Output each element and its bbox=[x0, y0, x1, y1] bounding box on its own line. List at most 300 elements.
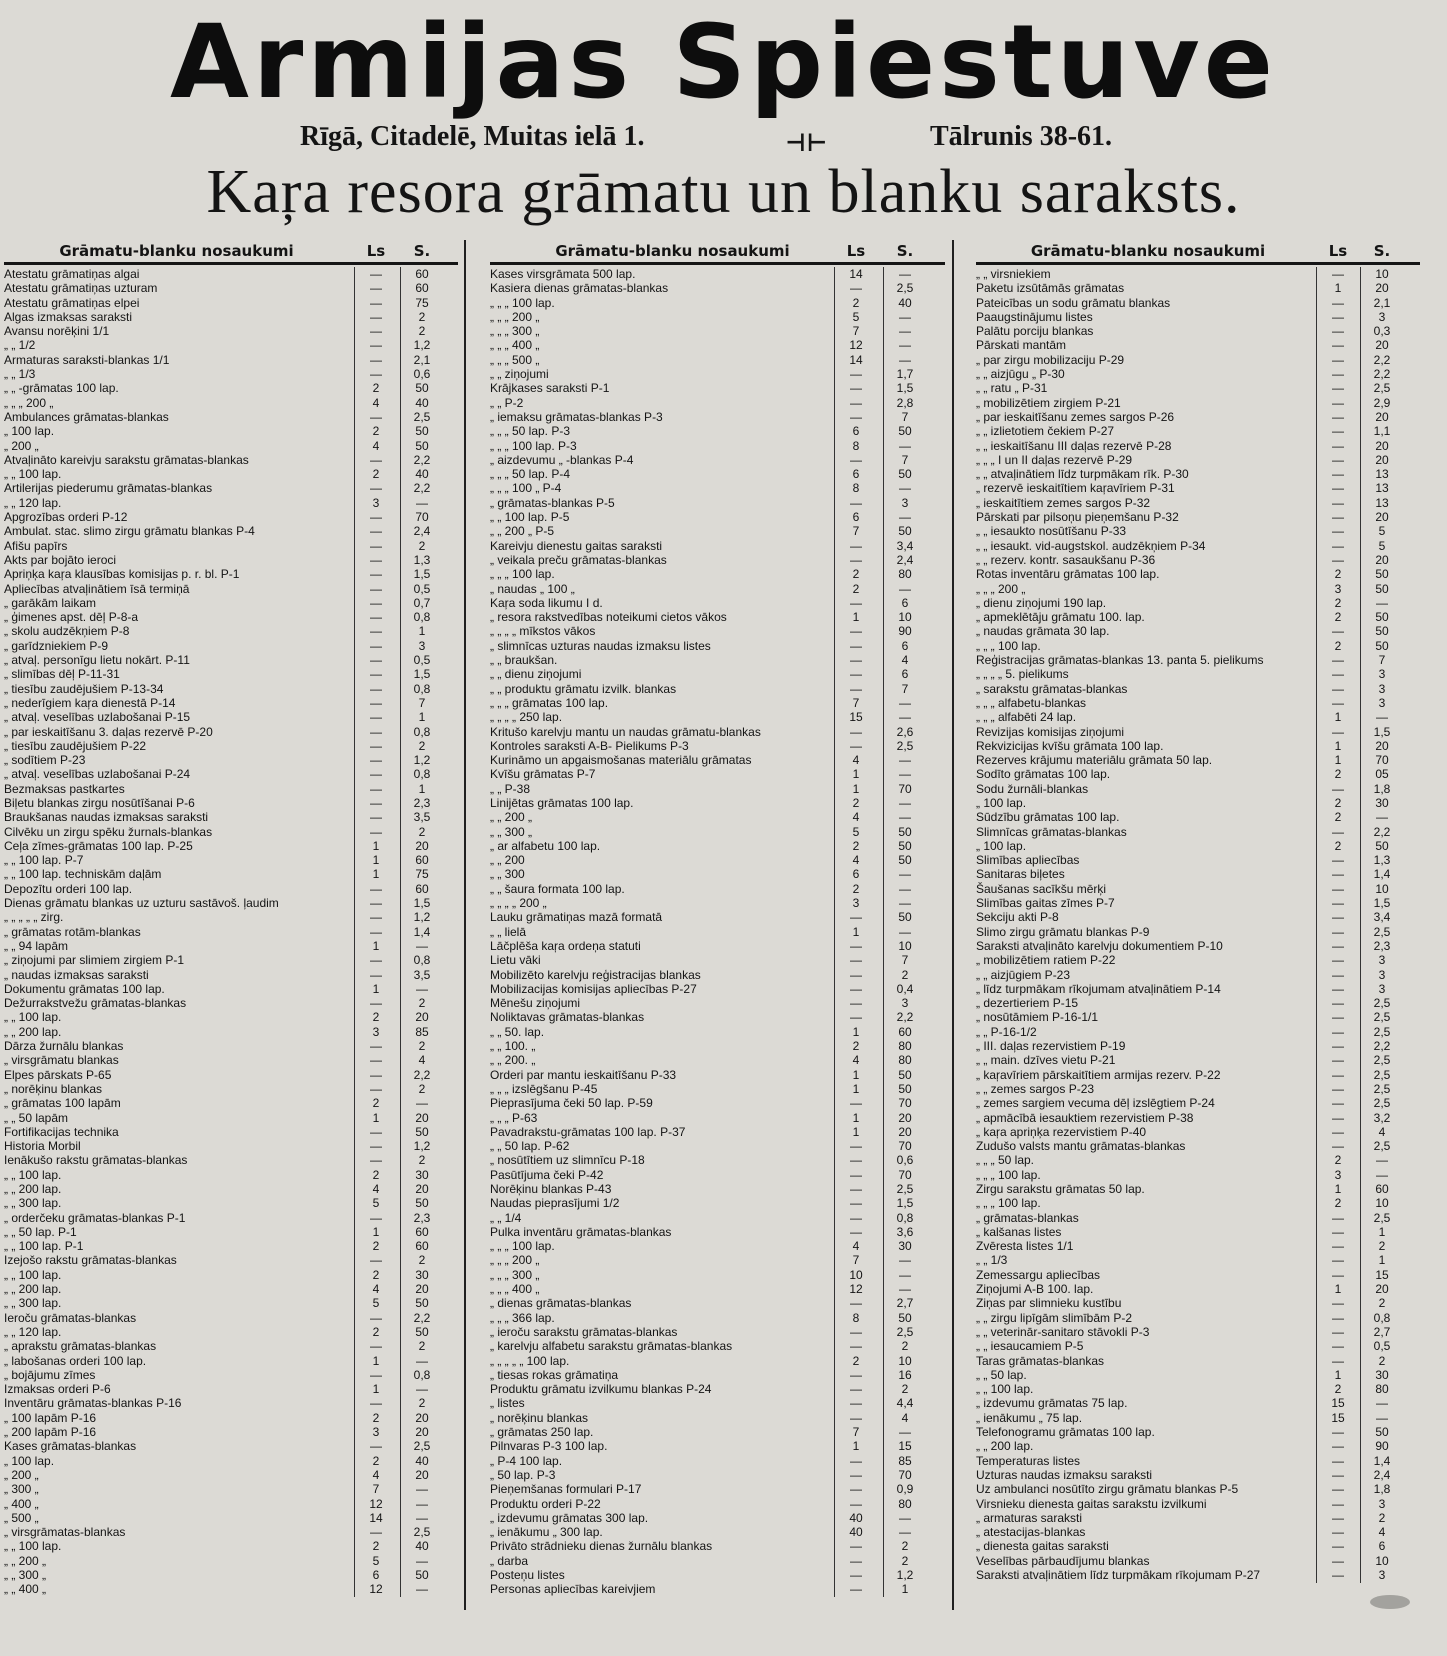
price-lats: — bbox=[1332, 1096, 1344, 1111]
price-lats: — bbox=[370, 910, 382, 925]
price-lats: — bbox=[850, 367, 862, 382]
price-row bbox=[4, 953, 458, 967]
item-name: Rezerves krājumu materiālu grāmata 50 lap. bbox=[976, 753, 1213, 768]
item-name: Cilvēku un zirgu spēku žurnals-blankas bbox=[4, 824, 213, 839]
price-lats: 2 bbox=[372, 1239, 380, 1254]
price-lats: — bbox=[1332, 853, 1344, 868]
item-name: „ „ „ 50 lap. bbox=[976, 1153, 1035, 1168]
price-santims: — bbox=[899, 309, 911, 324]
price-lats: 2 bbox=[372, 1410, 380, 1425]
price-lats: 4 bbox=[852, 1053, 860, 1068]
item-name: „ izdevumu grāmatas 300 lap. bbox=[490, 1510, 649, 1525]
price-santims: 80 bbox=[898, 1039, 912, 1054]
price-lats: 3 bbox=[852, 896, 860, 911]
item-name: „ zemes sargiem vecuma dēļ izslēgtiem P-24 bbox=[976, 1096, 1215, 1111]
price-lats: — bbox=[370, 610, 382, 625]
price-row bbox=[4, 1168, 458, 1182]
price-santims: 3 bbox=[1378, 309, 1386, 324]
price-santims: 30 bbox=[1375, 1367, 1389, 1382]
price-lats: 2 bbox=[1334, 1153, 1342, 1168]
price-lats: — bbox=[850, 1224, 862, 1239]
item-name: „ „ „ 366 lap. bbox=[490, 1310, 555, 1325]
item-name: Pateicības un sodu grāmatu blankas bbox=[976, 295, 1171, 310]
item-name: Ceļa zīmes-grāmatas 100 lap. P-25 bbox=[4, 838, 193, 853]
price-santims: 2,5 bbox=[1373, 924, 1391, 939]
item-name: Zvēresta listes 1/1 bbox=[976, 1239, 1074, 1254]
item-name: „ „ 1/2 bbox=[4, 338, 36, 353]
price-row bbox=[976, 1525, 1420, 1539]
price-row bbox=[490, 353, 945, 367]
price-lats: 2 bbox=[372, 1010, 380, 1025]
item-name: Mēnešu ziņojumi bbox=[490, 996, 581, 1011]
price-santims: 70 bbox=[898, 781, 912, 796]
price-lats: — bbox=[1332, 309, 1344, 324]
price-row bbox=[976, 667, 1420, 681]
price-lats: — bbox=[370, 352, 382, 367]
item-name: Kases grāmatas-blankas bbox=[4, 1439, 137, 1454]
price-row bbox=[4, 825, 458, 839]
price-lats: — bbox=[370, 924, 382, 939]
price-lats: — bbox=[1332, 1439, 1344, 1454]
price-row bbox=[976, 968, 1420, 982]
item-name: Telefonogramu grāmatas 100 lap. bbox=[976, 1425, 1155, 1440]
price-lats: 1 bbox=[852, 924, 860, 939]
item-name: „ „ 200 „ bbox=[4, 1553, 47, 1568]
price-lats: — bbox=[850, 996, 862, 1011]
item-name: „ „ 100 lap. techniskām daļām bbox=[4, 867, 162, 882]
price-lats: 6 bbox=[852, 467, 860, 482]
price-lats: — bbox=[1332, 981, 1344, 996]
price-santims: — bbox=[899, 438, 911, 453]
price-santims: 70 bbox=[898, 1096, 912, 1111]
price-row bbox=[4, 1368, 458, 1382]
price-lats: 12 bbox=[849, 1282, 863, 1297]
price-row bbox=[4, 453, 458, 467]
price-row bbox=[490, 1568, 945, 1582]
price-santims: 2,9 bbox=[1373, 395, 1391, 410]
price-lats: — bbox=[1332, 953, 1344, 968]
item-name: Sodīto grāmatas 100 lap. bbox=[976, 767, 1111, 782]
price-santims: 16 bbox=[898, 1367, 912, 1382]
price-row bbox=[976, 739, 1420, 753]
price-santims: 1,1 bbox=[1373, 424, 1391, 439]
item-name: „ „ ziņojumi bbox=[490, 367, 549, 382]
price-row bbox=[4, 696, 458, 710]
item-name: „ „ 120 lap. bbox=[4, 1324, 62, 1339]
price-santims: 50 bbox=[415, 1124, 429, 1139]
price-santims: — bbox=[1376, 1153, 1388, 1168]
item-name: „ norēķinu blankas bbox=[490, 1410, 589, 1425]
item-name: Uzturas naudas izmaksu saraksti bbox=[976, 1467, 1153, 1482]
price-lats: — bbox=[850, 724, 862, 739]
price-santims: 30 bbox=[1375, 795, 1389, 810]
item-name: „ „ lielā bbox=[490, 924, 527, 939]
price-lats: — bbox=[1332, 1067, 1344, 1082]
price-row bbox=[490, 1268, 945, 1282]
phone-number: Tālrunis 38-61. bbox=[930, 121, 1113, 152]
price-lats: — bbox=[1332, 524, 1344, 539]
price-lats: — bbox=[1332, 552, 1344, 567]
item-name: Mobilizacijas komisijas apliecības P-27 bbox=[490, 981, 697, 996]
price-lats: — bbox=[1332, 267, 1344, 281]
item-name: „ „ „ 50 lap. P-3 bbox=[490, 424, 571, 439]
price-lats: — bbox=[370, 753, 382, 768]
price-lats: — bbox=[370, 1525, 382, 1540]
price-row bbox=[976, 267, 1420, 281]
item-name: „ mobilizētiem ratiem P-22 bbox=[976, 953, 1116, 968]
item-name: „ nosūtāmiem P-16-1/1 bbox=[976, 1010, 1099, 1025]
price-lats: — bbox=[850, 1367, 862, 1382]
item-name: Inventāru grāmatas-blankas P-16 bbox=[4, 1396, 182, 1411]
price-row bbox=[4, 439, 458, 453]
item-name: „ apmācībā iesauktiem rezervistiem P-38 bbox=[976, 1110, 1194, 1125]
price-santims: — bbox=[416, 495, 428, 510]
price-row bbox=[490, 624, 945, 638]
price-lats: — bbox=[370, 896, 382, 911]
price-lats: — bbox=[850, 395, 862, 410]
price-santims: 40 bbox=[415, 1539, 429, 1554]
item-name: Braukšanas naudas izmaksas saraksti bbox=[4, 810, 209, 825]
item-name: Veselības pārbaudījumu blankas bbox=[976, 1553, 1150, 1568]
price-santims: 2 bbox=[901, 1553, 909, 1568]
price-santims: 2 bbox=[901, 967, 909, 982]
price-lats: 14 bbox=[849, 352, 863, 367]
price-row bbox=[4, 1053, 458, 1067]
price-santims: 50 bbox=[1375, 610, 1389, 625]
price-lats: — bbox=[1332, 996, 1344, 1011]
price-lats: 2 bbox=[1334, 795, 1342, 810]
price-row bbox=[4, 867, 458, 881]
item-name: Pulka inventāru grāmatas-blankas bbox=[490, 1224, 672, 1239]
price-santims: 70 bbox=[898, 1167, 912, 1182]
price-row bbox=[490, 1211, 945, 1225]
item-name: „ „ -grāmatas 100 lap. bbox=[4, 381, 119, 396]
price-lats: — bbox=[370, 738, 382, 753]
item-name: „ „ 300 lap. bbox=[4, 1196, 62, 1211]
price-row bbox=[4, 739, 458, 753]
item-name: „ „ „ 300 „ bbox=[490, 324, 540, 339]
price-lats: 2 bbox=[372, 467, 380, 482]
item-name: Posteņu listes bbox=[490, 1568, 565, 1583]
item-name: „ „ virsniekiem bbox=[976, 267, 1051, 281]
item-name: „ „ main. dzīves vietu P-21 bbox=[976, 1053, 1116, 1068]
item-name: „ izdevumu grāmatas 75 lap. bbox=[976, 1396, 1128, 1411]
item-name: Virsnieku dienesta gaitas sarakstu izvilkumi bbox=[976, 1496, 1207, 1511]
price-santims: 2 bbox=[418, 324, 426, 339]
price-santims: 3 bbox=[1378, 695, 1386, 710]
price-santims: 6 bbox=[901, 667, 909, 682]
price-lats: — bbox=[370, 1367, 382, 1382]
item-name: „ „ 300 „ bbox=[4, 1568, 47, 1583]
price-santims: 20 bbox=[415, 1182, 429, 1196]
price-row bbox=[4, 281, 458, 295]
price-row bbox=[490, 1425, 945, 1439]
price-santims: 4 bbox=[1378, 1124, 1386, 1139]
price-lats: — bbox=[850, 953, 862, 968]
price-santims: — bbox=[899, 810, 911, 825]
price-santims: 2 bbox=[901, 1339, 909, 1354]
price-lats: — bbox=[1332, 896, 1344, 911]
price-row bbox=[490, 1168, 945, 1182]
price-row bbox=[490, 582, 945, 596]
price-lats: 1 bbox=[852, 1110, 860, 1125]
price-row bbox=[976, 1539, 1420, 1553]
price-row bbox=[976, 553, 1420, 567]
price-lats: 2 bbox=[852, 838, 860, 853]
price-row bbox=[490, 867, 945, 881]
price-row bbox=[4, 624, 458, 638]
price-lats: — bbox=[1332, 824, 1344, 839]
item-name: „ „ 100 lap. bbox=[976, 1382, 1034, 1397]
item-name: „ aizdevumu „ -blankas P-4 bbox=[490, 452, 634, 467]
price-row bbox=[490, 1068, 945, 1082]
price-santims: 3,6 bbox=[896, 1224, 914, 1239]
item-name: „ tiesību zaudējušiem P-22 bbox=[4, 738, 147, 753]
price-santims: 2,5 bbox=[896, 1324, 914, 1339]
item-name: „ dienesta gaitas saraksti bbox=[976, 1539, 1109, 1554]
price-row bbox=[490, 296, 945, 310]
price-santims: 50 bbox=[1375, 624, 1389, 639]
price-row bbox=[976, 796, 1420, 810]
price-lats: — bbox=[1332, 1324, 1344, 1339]
price-row bbox=[976, 1082, 1420, 1096]
price-row bbox=[4, 510, 458, 524]
item-name: „ „ „ 200 „ bbox=[976, 581, 1026, 596]
price-row bbox=[4, 496, 458, 510]
price-lats: — bbox=[850, 281, 862, 296]
price-lats: 4 bbox=[852, 753, 860, 768]
item-name: „ „ 50 lap. P-1 bbox=[4, 1224, 77, 1239]
price-lats: — bbox=[370, 295, 382, 310]
price-santims: 20 bbox=[1375, 452, 1389, 467]
price-lats: — bbox=[1332, 295, 1344, 310]
price-row bbox=[976, 539, 1420, 553]
price-lats: 1 bbox=[852, 1439, 860, 1454]
price-lats: — bbox=[1332, 1525, 1344, 1540]
price-row bbox=[976, 853, 1420, 867]
price-lats: — bbox=[370, 1124, 382, 1139]
price-santims: 0,5 bbox=[413, 581, 431, 596]
price-lats: 3 bbox=[1334, 1167, 1342, 1182]
item-name: „ „ rezerv. kontr. sasaukšanu P-36 bbox=[976, 552, 1156, 567]
header-ls: Ls bbox=[366, 242, 386, 260]
price-row bbox=[490, 896, 945, 910]
price-santims: 20 bbox=[1375, 338, 1389, 353]
price-row bbox=[976, 639, 1420, 653]
price-lats: — bbox=[850, 1496, 862, 1511]
price-santims: 0,8 bbox=[413, 1367, 431, 1382]
price-lats: 3 bbox=[372, 495, 380, 510]
price-santims: 2 bbox=[418, 1153, 426, 1168]
price-santims: 2,3 bbox=[413, 795, 431, 810]
price-row bbox=[4, 1439, 458, 1453]
price-santims: 1,7 bbox=[896, 367, 914, 382]
column-divider bbox=[952, 240, 954, 1610]
price-lats: — bbox=[1332, 352, 1344, 367]
item-name: „ „ „ 300 „ bbox=[490, 1267, 540, 1282]
price-row bbox=[490, 281, 945, 295]
price-santims: 50 bbox=[415, 1324, 429, 1339]
item-name: „ 300 „ bbox=[4, 1482, 39, 1497]
item-name: „ „ „ 200 „ bbox=[4, 395, 54, 410]
price-row bbox=[4, 982, 458, 996]
price-row bbox=[976, 1439, 1420, 1453]
price-row bbox=[976, 839, 1420, 853]
price-santims: 1 bbox=[418, 781, 426, 796]
price-lats: 5 bbox=[372, 1553, 380, 1568]
price-row bbox=[976, 481, 1420, 495]
price-santims: 2 bbox=[901, 1539, 909, 1554]
price-row bbox=[976, 1010, 1420, 1024]
item-name: „ „ braukšan. bbox=[490, 653, 558, 668]
price-lats: — bbox=[1332, 1053, 1344, 1068]
item-name: „ grāmatas 100 lapām bbox=[4, 1096, 121, 1111]
price-santims: 50 bbox=[1375, 581, 1389, 596]
price-santims: 50 bbox=[1375, 567, 1389, 582]
price-row bbox=[490, 324, 945, 338]
price-row bbox=[976, 1053, 1420, 1067]
item-name: Apliecības atvaļinātiem īsā termiņā bbox=[4, 581, 190, 596]
price-santims: 0,8 bbox=[413, 724, 431, 739]
price-santims: 4 bbox=[418, 1053, 426, 1068]
price-santims: 50 bbox=[415, 438, 429, 453]
price-santims: — bbox=[899, 767, 911, 782]
price-row bbox=[490, 553, 945, 567]
price-santims: 6 bbox=[1378, 1539, 1386, 1554]
price-lats: — bbox=[1332, 1039, 1344, 1054]
price-lats: 8 bbox=[852, 481, 860, 496]
price-santims: — bbox=[1376, 710, 1388, 725]
price-row bbox=[4, 710, 458, 724]
item-name: „ 200 „ bbox=[4, 1467, 39, 1482]
price-lats: — bbox=[370, 824, 382, 839]
price-row bbox=[4, 682, 458, 696]
price-row bbox=[490, 1153, 945, 1167]
item-name: Revizijas komisijas ziņojumi bbox=[976, 724, 1125, 739]
price-row bbox=[976, 510, 1420, 524]
price-santims: 50 bbox=[898, 1310, 912, 1325]
price-lats: 2 bbox=[852, 795, 860, 810]
price-santims: 2,3 bbox=[413, 1210, 431, 1225]
price-santims: 3 bbox=[1378, 667, 1386, 682]
item-name: „ „ „ P-63 bbox=[490, 1110, 538, 1125]
header-ls: Ls bbox=[846, 242, 866, 260]
price-lats: 2 bbox=[1334, 1196, 1342, 1211]
price-row bbox=[976, 1039, 1420, 1053]
price-lats: 1 bbox=[1334, 281, 1342, 296]
item-name: „ līdz turpmākam rīkojumam atvaļinātiem P-14 bbox=[976, 981, 1221, 996]
price-row bbox=[976, 1311, 1420, 1325]
item-name: „ ienākumu „ 300 lap. bbox=[490, 1525, 603, 1540]
price-santims: 13 bbox=[1375, 481, 1389, 496]
item-name: „ kaŗa apriņķa rezervistiem P-40 bbox=[976, 1124, 1147, 1139]
item-name: „ ar alfabetu 100 lap. bbox=[490, 838, 601, 853]
price-lats: 8 bbox=[852, 438, 860, 453]
price-row bbox=[976, 1068, 1420, 1082]
price-row bbox=[4, 596, 458, 610]
price-santims: 50 bbox=[415, 381, 429, 396]
price-santims: 60 bbox=[415, 881, 429, 896]
price-lats: — bbox=[850, 1410, 862, 1425]
price-lats: — bbox=[370, 552, 382, 567]
price-row bbox=[490, 1411, 945, 1425]
price-santims: 2,3 bbox=[1373, 938, 1391, 953]
price-lats: — bbox=[1332, 367, 1344, 382]
price-santims: 7 bbox=[901, 681, 909, 696]
price-row bbox=[490, 1139, 945, 1153]
price-santims: 80 bbox=[898, 1496, 912, 1511]
price-santims: 2,2 bbox=[896, 1010, 914, 1025]
price-santims: 2,5 bbox=[413, 409, 431, 424]
item-name: „ „ veterinār-sanitaro stāvokli P-3 bbox=[976, 1324, 1150, 1339]
price-santims: 60 bbox=[415, 1239, 429, 1254]
price-santims: 2,1 bbox=[1373, 295, 1391, 310]
price-lats: 15 bbox=[849, 710, 863, 725]
price-santims: 2,5 bbox=[1373, 996, 1391, 1011]
item-name: „ „ „ „ mīkstos vākos bbox=[490, 624, 596, 639]
price-row bbox=[976, 310, 1420, 324]
price-lats: — bbox=[370, 681, 382, 696]
price-santims: 10 bbox=[898, 610, 912, 625]
item-name: „ veikala preču grāmatas-blankas bbox=[490, 552, 667, 567]
price-row bbox=[4, 1025, 458, 1039]
price-row bbox=[490, 853, 945, 867]
price-lats: 40 bbox=[849, 1525, 863, 1540]
item-name: „ „ 400 „ bbox=[4, 1582, 47, 1597]
price-santims: 20 bbox=[1375, 409, 1389, 424]
price-santims: 40 bbox=[415, 395, 429, 410]
price-lats: — bbox=[370, 781, 382, 796]
price-row bbox=[4, 996, 458, 1010]
item-name: Kases virsgrāmata 500 lap. bbox=[490, 267, 636, 281]
list-title: Kaŗa resora grāmatu un blanku saraksts. bbox=[206, 158, 1241, 226]
price-row bbox=[490, 939, 945, 953]
item-name: „ 100 lap. bbox=[976, 795, 1027, 810]
price-lats: 10 bbox=[849, 1267, 863, 1282]
price-lats: — bbox=[1332, 1253, 1344, 1268]
item-name: „ nosūtītiem uz slimnīcu P-18 bbox=[490, 1153, 645, 1168]
price-santims: 3,5 bbox=[413, 810, 431, 825]
item-name: „ „ „ „ 250 lap. bbox=[490, 710, 563, 725]
price-lats: — bbox=[1332, 495, 1344, 510]
price-santims: 60 bbox=[415, 281, 429, 296]
price-lats: — bbox=[370, 1310, 382, 1325]
price-santims: — bbox=[899, 510, 911, 525]
price-santims: 7 bbox=[901, 409, 909, 424]
price-santims: 15 bbox=[1375, 1267, 1389, 1282]
price-row bbox=[490, 796, 945, 810]
price-row bbox=[976, 825, 1420, 839]
item-name: „ 200 „ bbox=[4, 438, 39, 453]
price-santims: 50 bbox=[898, 853, 912, 868]
price-lats: 1 bbox=[852, 781, 860, 796]
price-santims: 0,4 bbox=[896, 981, 914, 996]
price-row bbox=[4, 1211, 458, 1225]
item-name: „ iemaksu grāmatas-blankas P-3 bbox=[490, 409, 663, 424]
item-name: „ „ „ 100 lap. P-3 bbox=[490, 438, 577, 453]
item-name: „ naudas grāmata 30 lap. bbox=[976, 624, 1110, 639]
price-row bbox=[4, 1282, 458, 1296]
item-name: „ skolu audzēkņiem P-8 bbox=[4, 624, 130, 639]
price-santims: 05 bbox=[1375, 767, 1389, 782]
price-lats: — bbox=[370, 309, 382, 324]
price-row bbox=[976, 725, 1420, 739]
price-row bbox=[490, 467, 945, 481]
price-row bbox=[4, 481, 458, 495]
item-name: „ „ ratu „ P-31 bbox=[976, 381, 1048, 396]
price-santims: — bbox=[899, 753, 911, 768]
item-name: Kaŗa soda likumu I d. bbox=[490, 595, 603, 610]
